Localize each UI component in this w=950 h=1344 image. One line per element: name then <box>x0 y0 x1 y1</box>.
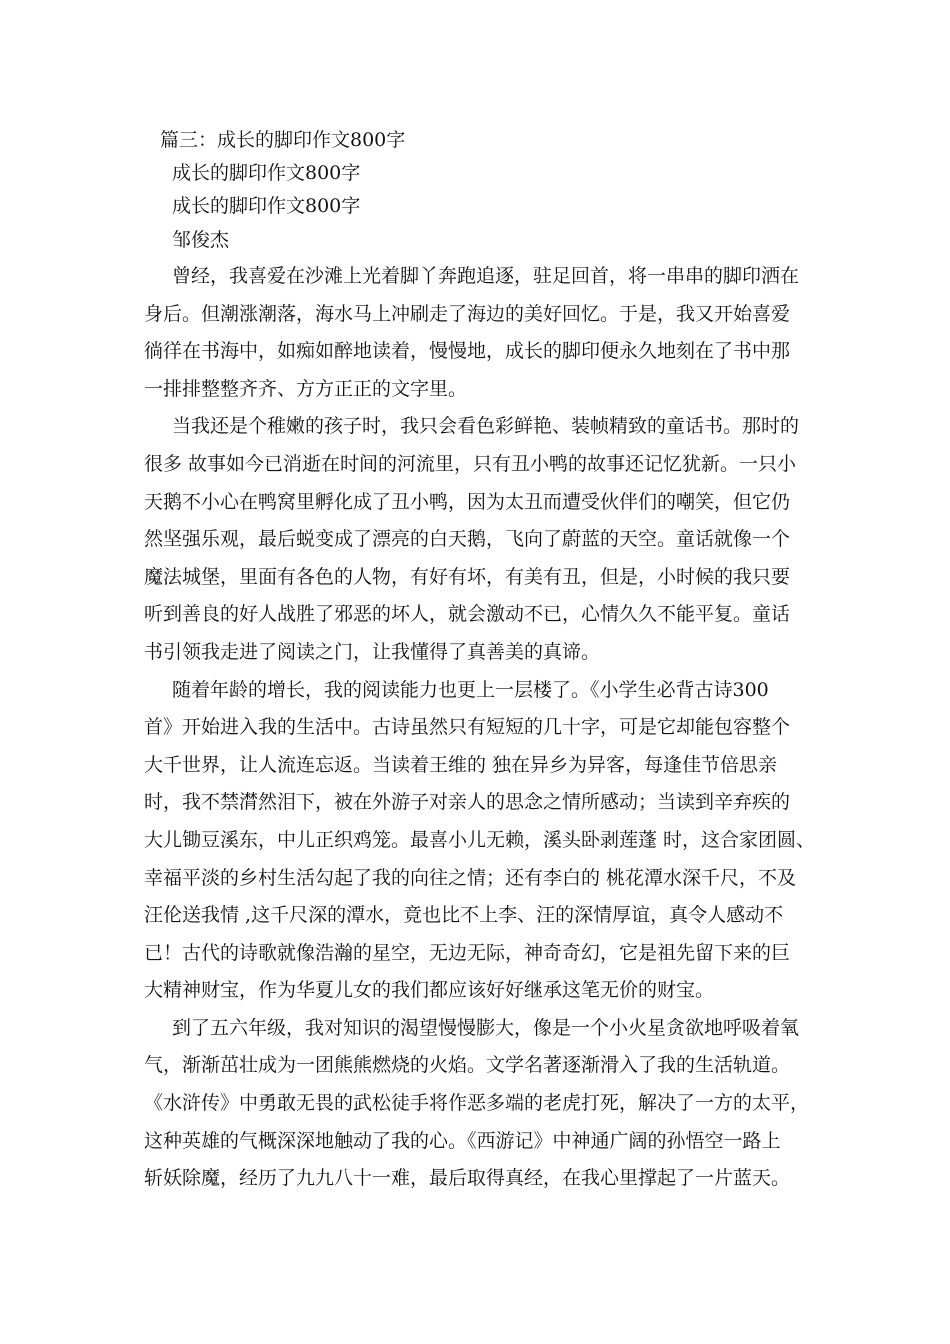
paragraph-1 <box>144 258 804 408</box>
text-line: 《水浒传》中勇敢无畏的武松徒手将作恶多端的老虎打死，解决了一方的太平， <box>144 1092 810 1115</box>
text-line: 时，我不禁潸然泪下，被在外游子对亲人的思念之情所感动；当读到辛弃疾的 <box>144 791 791 814</box>
text-line: 汪伦送我情 ,这千尺深的潭水，竟也比不上李、汪的深情厚谊，真令人感动不 <box>144 904 784 927</box>
text-line: 书引领我走进了阅读之门，让我懂得了真善美的真谛。 <box>144 640 601 663</box>
paragraph-4 <box>144 1010 810 1198</box>
text-line: 大儿锄豆溪东，中儿正织鸡笼。最喜小儿无赖，溪头卧剥莲蓬 时，这合家团圆、 <box>144 828 816 851</box>
section-title: 篇三：成长的脚印作文800字 <box>160 129 406 151</box>
text-line: 曾经，我喜爱在沙滩上光着脚丫奔跑追逐，驻足回首，将一串串的脚印洒在 <box>172 265 800 287</box>
text-line: 天鹅不小心在鸭窝里孵化成了丑小鸭，因为太丑而遭受伙伴们的嘲笑，但它仍 <box>144 490 791 513</box>
text-line: 幸福平淡的乡村生活勾起了我的向往之情；还有李白的 桃花潭水深千尺，不及 <box>144 866 797 889</box>
text-line: 斩妖除魔，经历了九九八十一难，最后取得真经，在我心里撑起了一片蓝天。 <box>144 1167 791 1190</box>
text-line: 魔法城堡，里面有各色的人物，有好有坏，有美有丑，但是，小时候的我只要 <box>144 565 791 588</box>
essay-body <box>144 258 816 1198</box>
text-line: 听到善良的好人战胜了邪恶的坏人，就会激动不已，心情久久不能平复。童话 <box>144 603 791 626</box>
text-line: 一排排整整齐齐、方方正正的文字里。 <box>144 377 468 400</box>
essay-title: 成长的脚印作文800字 <box>172 162 361 184</box>
text-line: 这种英雄的气概深深地触动了我的心。《西游记》中神通广阔的孙悟空一路上 <box>144 1129 781 1152</box>
text-line: 很多 故事如今已消逝在时间的河流里，只有丑小鸭的故事还记忆犹新。一只小 <box>144 452 797 475</box>
text-line: 然坚强乐观，最后蜕变成了漂亮的白天鹅，飞向了蔚蓝的天空。童话就像一个 <box>144 528 791 551</box>
text-line: 身后。但潮涨潮落，海水马上冲刷走了海边的美好回忆。于是，我又开始喜爱 <box>144 302 791 325</box>
text-line: 随着年龄的增长，我的阅读能力也更上一层楼了。《小学生必背古诗300 <box>172 678 769 701</box>
text-line: 首》开始进入我的生活中。古诗虽然只有短短的几十字，可是它却能包容整个 <box>144 716 791 739</box>
text-line: 徜徉在书海中，如痴如醉地读着，慢慢地，成长的脚印便永久地刻在了书中那 <box>144 340 791 363</box>
author-name: 邹俊杰 <box>172 229 230 251</box>
paragraph-3 <box>144 672 816 1010</box>
essay-title-repeat: 成长的脚印作文800字 <box>172 195 361 217</box>
text-line: 到了五六年级，我对知识的渴望慢慢膨大，像是一个小火星贪欲地呼吸着氧 <box>172 1016 800 1039</box>
text-line: 气，渐渐茁壮成为一团熊熊燃烧的火焰。文学名著逐渐滑入了我的生活轨道。 <box>144 1054 791 1077</box>
text-line: 已！古代的诗歌就像浩瀚的星空，无边无际，神奇奇幻，它是祖先留下来的巨 <box>144 941 791 964</box>
text-line: 大精神财宝，作为华夏儿女的我们都应该好好继承这笔无价的财宝。 <box>144 979 715 1002</box>
text-line: 大千世界，让人流连忘返。当读着王维的 独在异乡为异客，每逢佳节倍思亲 <box>144 753 778 776</box>
text-line: 当我还是个稚嫩的孩子时，我只会看色彩鲜艳、装帧精致的童话书。那时的 <box>172 415 800 438</box>
paragraph-2 <box>144 408 804 671</box>
